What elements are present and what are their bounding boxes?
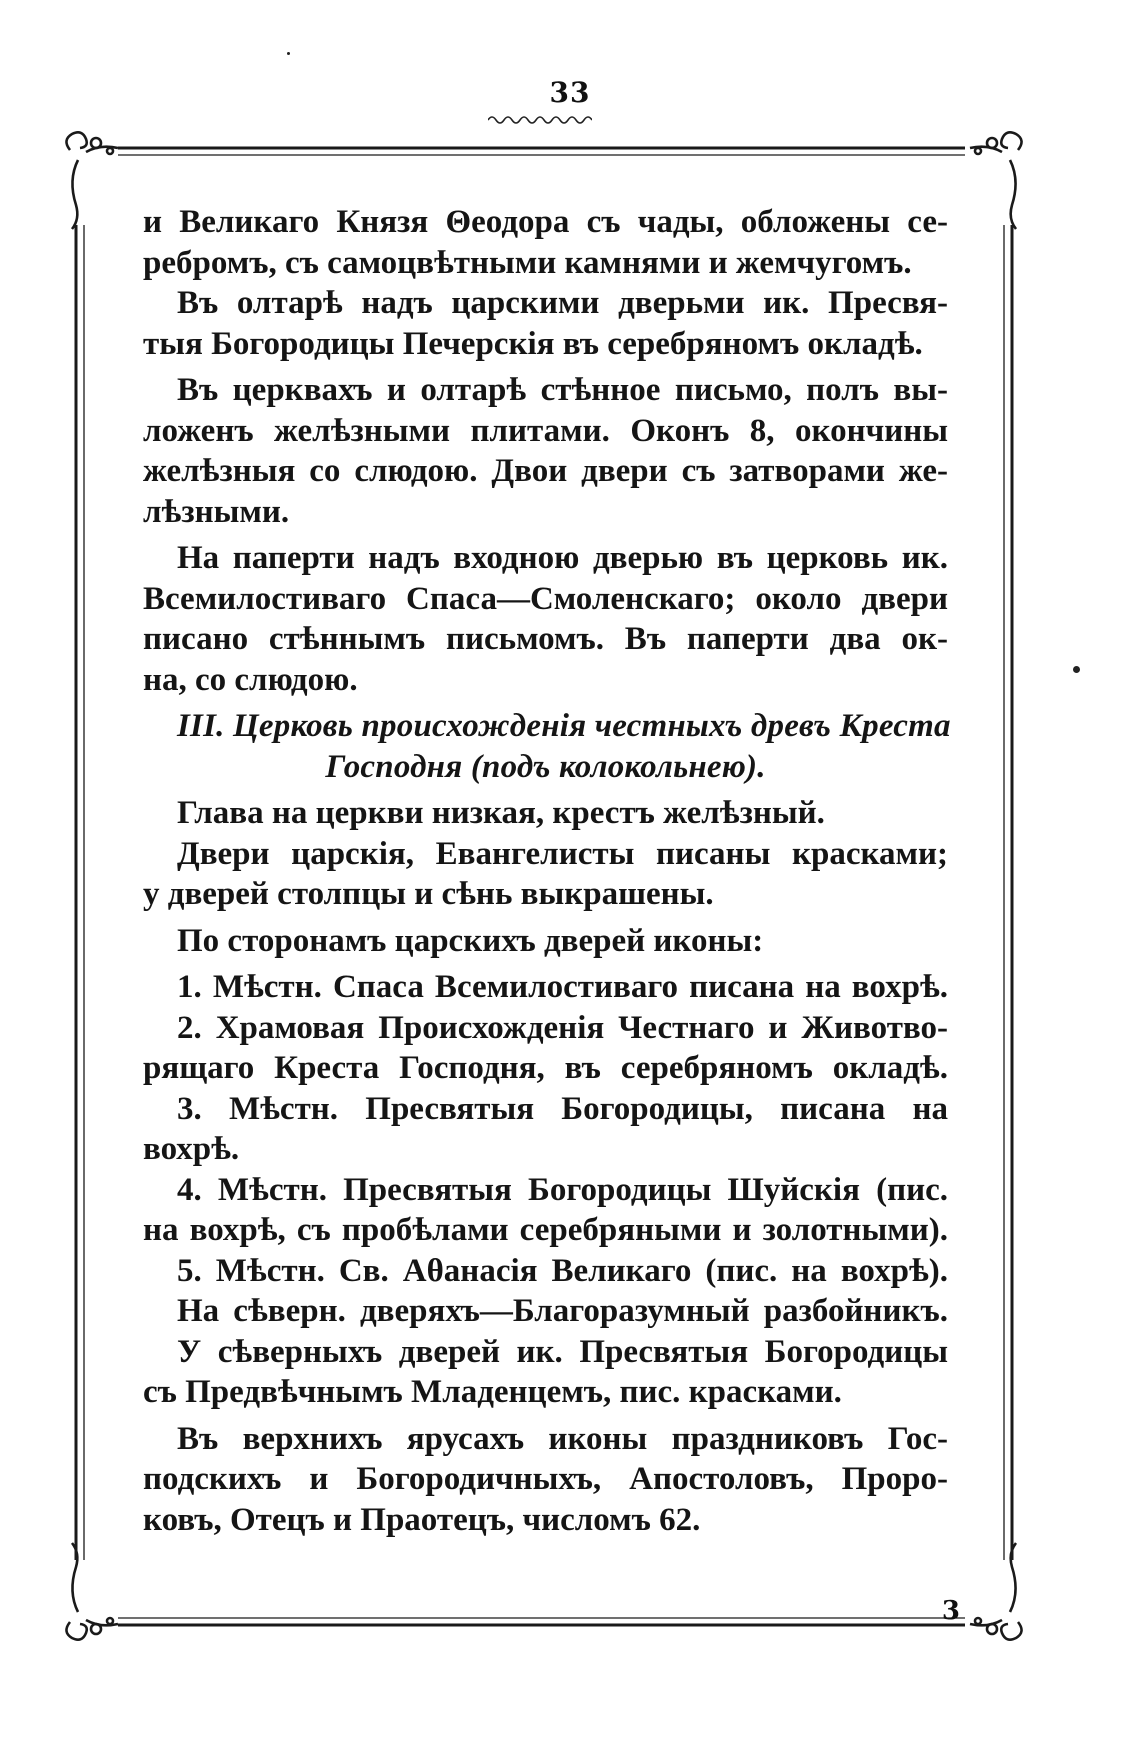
text-line: на, со слюдою. <box>143 661 358 698</box>
text-line: На сѣверн. дверяхъ—Благоразумный разбойникъ. <box>177 1293 948 1329</box>
text-line: Всемилостиваго Спаса—Смоленскаго; около двери <box>143 580 948 617</box>
text-line: желѣзныя со слюдою. Двои двери съ затворами же- <box>143 453 948 489</box>
text-line: 5. Мѣстн. Св. Аθанасія Великаго (пис. на вохрѣ). <box>177 1252 948 1289</box>
text-line: Въ верхнихъ ярусахъ иконы праздниковъ Гос- <box>177 1420 948 1457</box>
text-line: на вохрѣ, съ пробѣлами серебряными и золотными). <box>143 1212 948 1248</box>
dust-speck <box>287 52 290 55</box>
text-line: лѣзными. <box>143 493 290 530</box>
text-line: и Великаго Князя Θеодора съ чады, обложены се- <box>143 204 948 240</box>
text-line: ребромъ, съ самоцвѣтными камнями и жемчугомъ. <box>143 244 912 281</box>
text-line: На паперти надъ входною дверью въ церковь ик. <box>177 540 948 576</box>
text-line: писано стѣннымъ письмомъ. Въ паперти два ок- <box>143 621 948 657</box>
text-line: 1. Мѣстн. Спаса Всемилостиваго писана на вохрѣ. <box>177 969 948 1005</box>
text-line: 2. Храмовая Происхожденія Честнаго и Животво- <box>177 1009 948 1046</box>
text-line: 4. Мѣстн. Пресвятыя Богородицы Шуйскія (пис. <box>177 1171 948 1208</box>
text-line: у дверей столпцы и сѣнь выкрашены. <box>143 876 714 912</box>
text-line: ложенъ желѣзными плитами. Оконъ 8, окончины <box>143 412 948 449</box>
page-body-text <box>143 202 951 1540</box>
text-line: Двери царскія, Евангелисты писаны красками; <box>177 835 948 872</box>
section-heading-line: III. Церковь происхожденія честныхъ древъ Креста <box>177 708 951 744</box>
text-line: вохрѣ. <box>143 1131 240 1167</box>
wave-ornament <box>488 114 592 126</box>
text-line: рящаго Креста Господня, въ серебряномъ окладѣ. <box>143 1050 948 1086</box>
text-line: По сторонамъ царскихъ дверей иконы: <box>177 922 764 959</box>
text-line: Въ олтарѣ надъ царскими дверьми ик. Пресвя- <box>177 285 948 321</box>
dust-speck <box>1073 666 1080 673</box>
section-heading-line: Господня (подъ колокольнею). <box>325 748 766 785</box>
text-line: Глава на церкви низкая, крестъ желѣзный. <box>177 795 825 831</box>
page-number: 33 <box>549 76 591 109</box>
text-line: 3. Мѣстн. Пресвятыя Богородицы, писана на <box>177 1090 948 1127</box>
text-line: тыя Богородицы Печерскія въ серебряномъ окладѣ. <box>143 325 923 362</box>
text-line: Въ церквахъ и олтарѣ стѣнное письмо, полъ вы- <box>177 372 948 408</box>
text-line: У сѣверныхъ дверей ик. Пресвятыя Богородицы <box>177 1333 948 1370</box>
printer-signature-mark: 3 <box>941 1596 960 1626</box>
text-line: ковъ, Отецъ и Праотецъ, числомъ 62. <box>143 1501 701 1538</box>
text-line: съ Предвѣчнымъ Младенцемъ, пис. красками. <box>143 1374 842 1410</box>
text-line: подскихъ и Богородичныхъ, Апостоловъ, Проро- <box>143 1461 948 1497</box>
